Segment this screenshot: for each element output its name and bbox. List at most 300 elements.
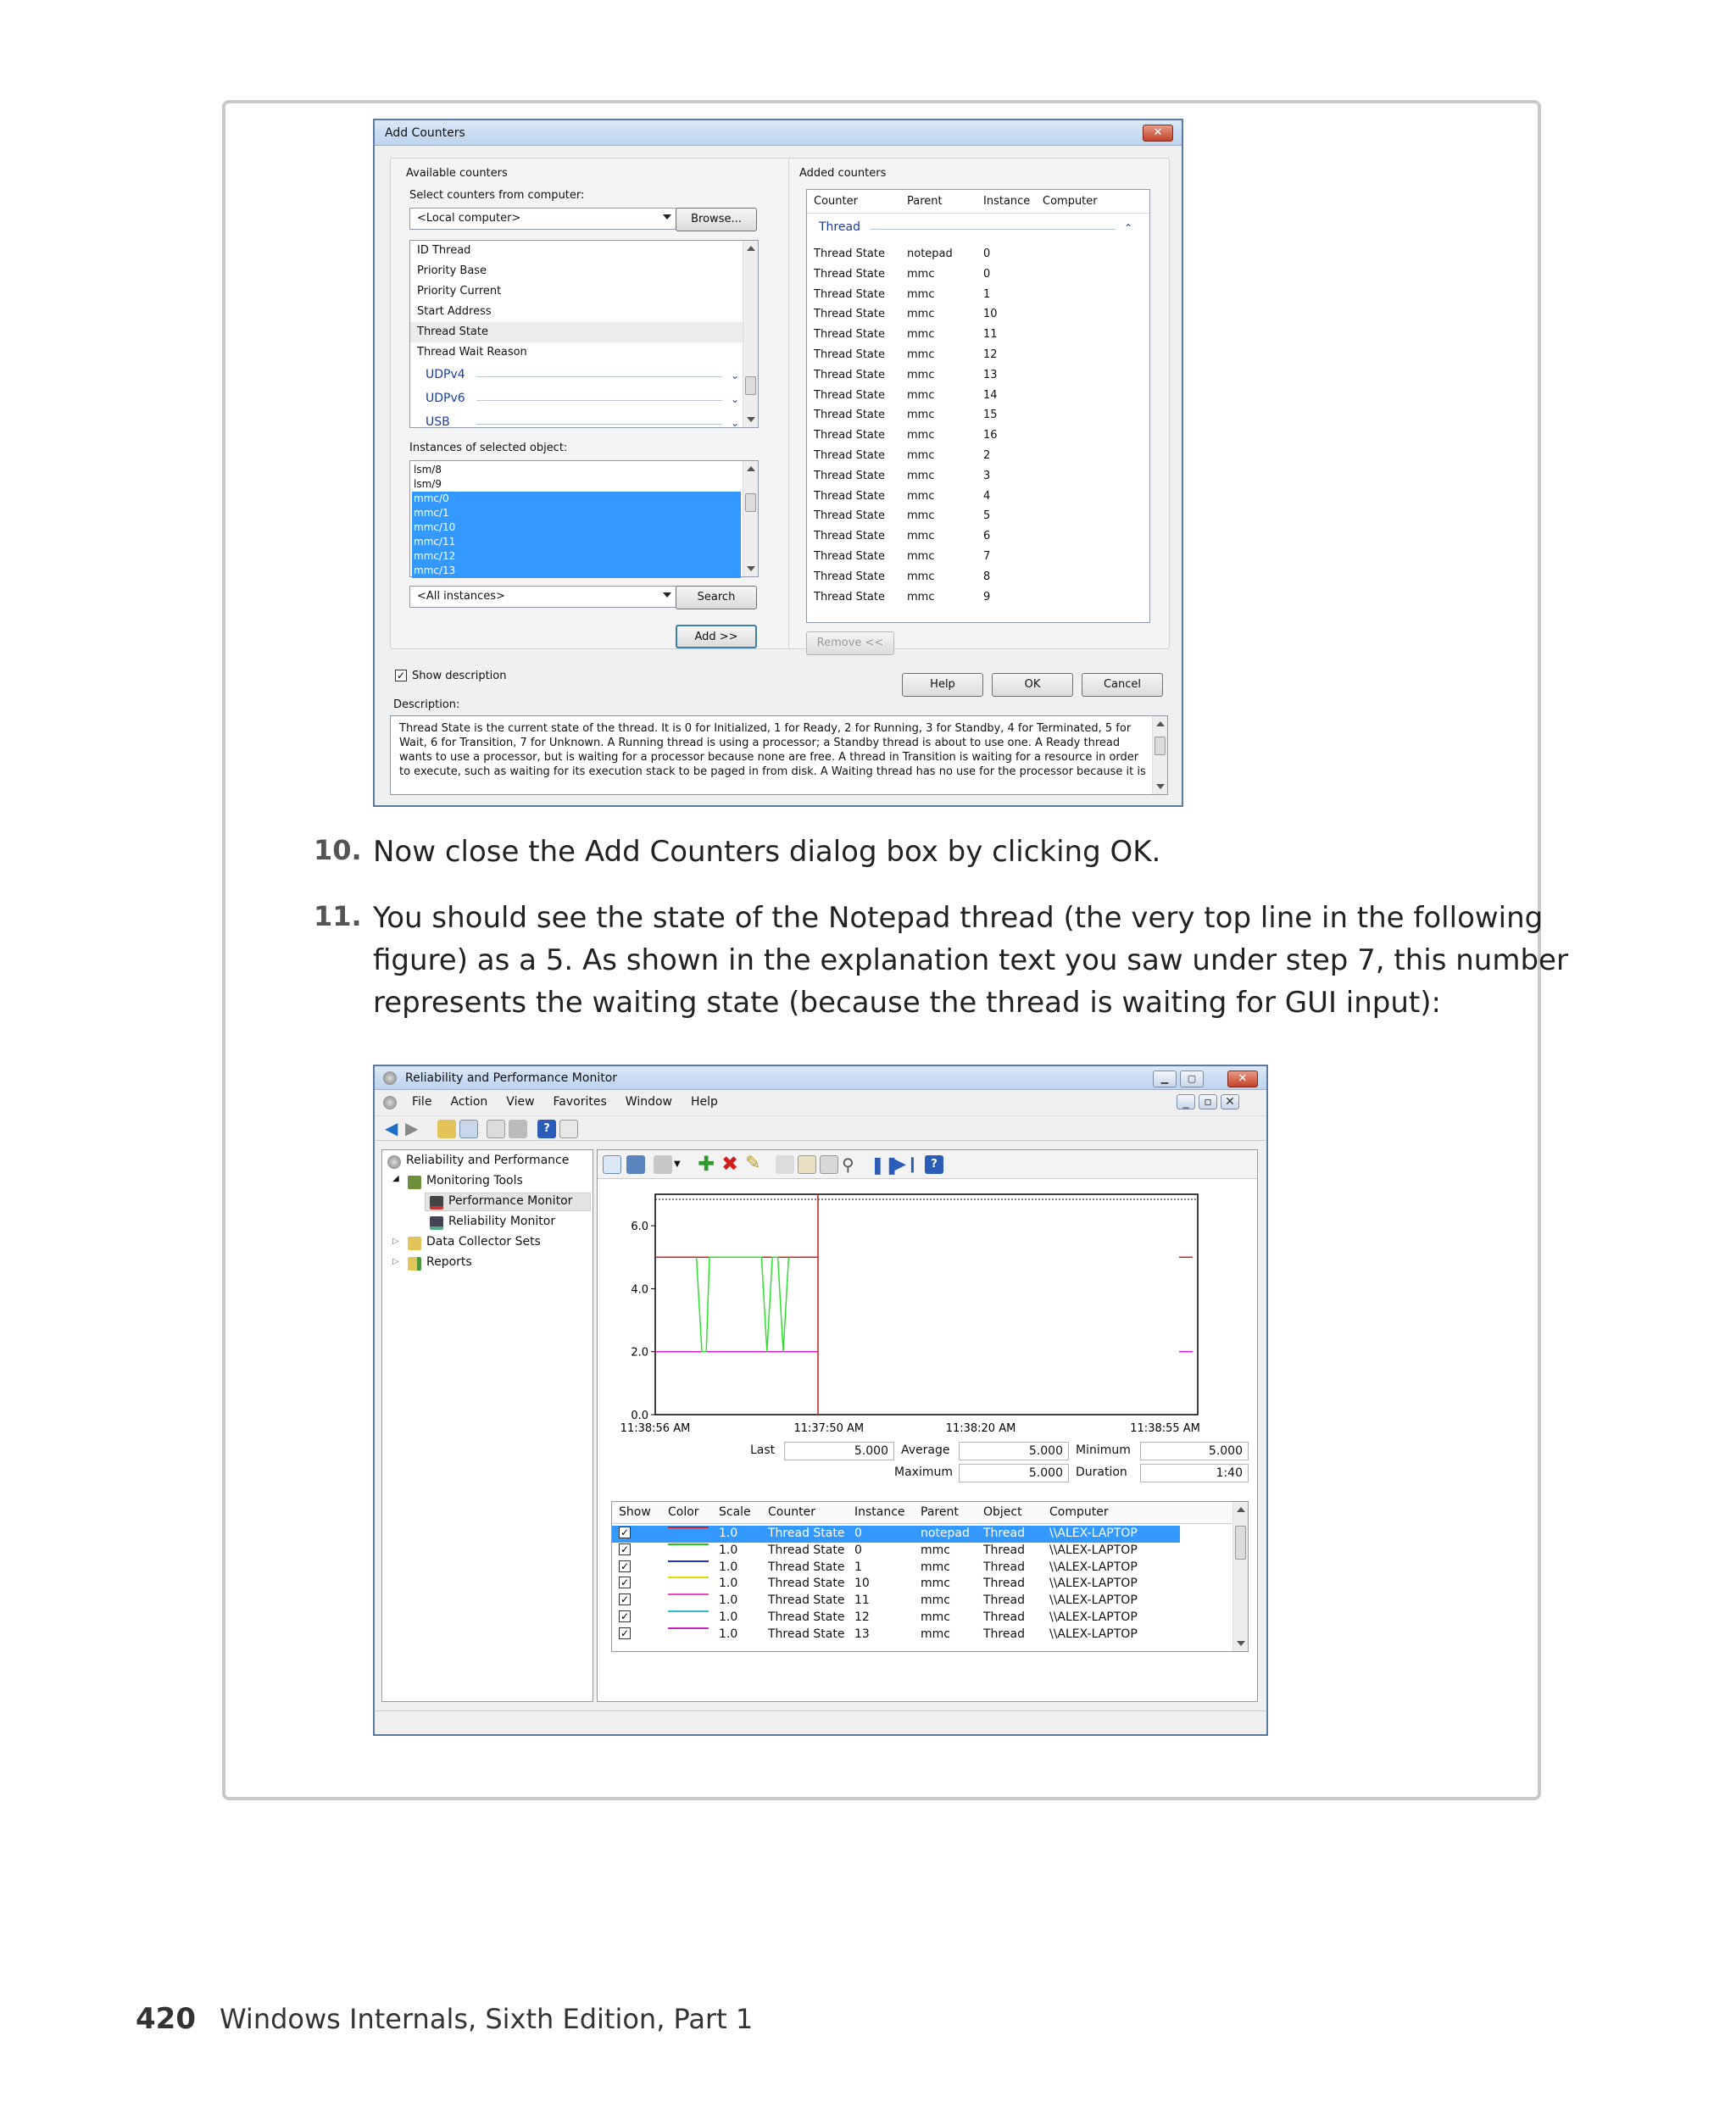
legend-row[interactable] [612, 1610, 1231, 1627]
instance-item[interactable]: mmc/1 [412, 506, 741, 520]
legend-column-header[interactable]: Scale [719, 1505, 751, 1519]
tree-item-monitoring-tools[interactable]: Monitoring Tools [426, 1174, 523, 1187]
update-data-icon[interactable]: ▶❙ [894, 1155, 919, 1173]
show-checkbox[interactable]: ✓ [620, 1543, 630, 1555]
help-button[interactable]: Help [902, 673, 983, 697]
reports-icon [408, 1257, 421, 1271]
legend-scale: 1.0 [719, 1593, 738, 1608]
show-checkbox[interactable]: ✓ [620, 1577, 630, 1589]
available-counters-label: Available counters [406, 167, 508, 180]
added-counters-group [788, 158, 1170, 649]
legend-object: Thread [983, 1560, 1025, 1574]
step-text: You should see the state of the Notepad thread (the very top line in the following [373, 901, 1544, 935]
legend-scale: 1.0 [719, 1627, 738, 1641]
color-swatch [668, 1627, 709, 1629]
tree-item-reliability-performance[interactable]: Reliability and Performance [406, 1154, 570, 1167]
menu-item-action[interactable]: Action [450, 1095, 488, 1109]
tree-expander[interactable]: ◢ [392, 1174, 399, 1183]
tree-item-data-collector-sets[interactable]: Data Collector Sets [426, 1235, 541, 1249]
added-cell: mmc [907, 509, 935, 523]
legend-column-header[interactable]: Computer [1049, 1505, 1109, 1519]
legend-counter: Thread State [768, 1627, 845, 1641]
copy-properties-icon[interactable] [776, 1155, 794, 1174]
add-counters-dialog [373, 119, 1183, 807]
legend-row[interactable] [612, 1526, 1180, 1543]
tree-expander[interactable]: ▷ [392, 1237, 399, 1246]
added-cell: 10 [983, 308, 998, 321]
added-cell: mmc [907, 287, 935, 301]
legend-column-header[interactable]: Object [983, 1505, 1022, 1519]
added-cell: Thread State [814, 550, 885, 563]
performance-monitor-icon [430, 1196, 443, 1210]
color-swatch [668, 1610, 709, 1612]
menu-item-file[interactable]: File [412, 1095, 432, 1109]
instance-item[interactable]: mmc/0 [412, 492, 741, 506]
instance-item[interactable]: mmc/10 [412, 520, 741, 535]
minimum-value: 5.000 [1140, 1442, 1249, 1460]
monitor-app-icon [383, 1096, 397, 1110]
y-tick-label: 2.0 [631, 1346, 648, 1360]
chevron-down-icon: ⌄ [731, 417, 740, 429]
added-counter-row[interactable] [807, 526, 1149, 547]
legend-instance: 0 [854, 1527, 862, 1540]
instances-label: Instances of selected object: [409, 442, 568, 454]
legend-computer: \\ALEX-LAPTOP [1049, 1527, 1138, 1540]
freeze-display-icon[interactable]: ❚❚ [871, 1154, 899, 1175]
added-cell: Thread State [814, 328, 885, 342]
scroll-thumb[interactable] [745, 493, 756, 512]
arrow-up-icon [1237, 1507, 1245, 1512]
step-number: 11. [314, 900, 362, 932]
counters-scrollbar[interactable] [743, 241, 758, 427]
scroll-thumb[interactable] [1155, 737, 1166, 755]
show-description-checkbox[interactable]: ✓ [396, 670, 406, 681]
title-bar [375, 120, 1182, 146]
added-cell: mmc [907, 570, 935, 583]
step-number: 10. [314, 834, 362, 866]
added-cell: 0 [983, 267, 991, 281]
last-label: Last [750, 1443, 776, 1457]
legend-instance: 0 [854, 1543, 862, 1557]
group-divider [476, 424, 722, 425]
added-counter-row[interactable] [807, 264, 1149, 285]
added-counter-row[interactable] [807, 244, 1149, 264]
added-cell: mmc [907, 368, 935, 381]
added-cell: mmc [907, 489, 935, 503]
monitor-app-icon [383, 1071, 397, 1085]
print-icon[interactable] [509, 1120, 527, 1138]
added-cell: mmc [907, 267, 935, 281]
duration-label: Duration [1076, 1466, 1127, 1479]
instances-list[interactable] [409, 460, 759, 577]
added-cell: Thread State [814, 308, 885, 321]
group-divider [870, 229, 1116, 230]
added-cell: 5 [983, 509, 991, 523]
legend-computer: \\ALEX-LAPTOP [1049, 1593, 1138, 1608]
menu-item-view[interactable]: View [506, 1095, 535, 1109]
added-cell: 0 [983, 247, 991, 260]
added-cell: mmc [907, 409, 935, 422]
plot-area [655, 1194, 1198, 1415]
legend-counter: Thread State [768, 1610, 845, 1624]
chevron-down-icon [663, 592, 671, 598]
added-column-header[interactable]: Counter [814, 195, 858, 208]
added-column-header[interactable]: Computer [1043, 195, 1098, 208]
added-cell: 11 [983, 328, 998, 342]
legend-parent: mmc [921, 1577, 950, 1591]
added-counter-row[interactable] [807, 285, 1149, 305]
change-graph-type-icon[interactable] [654, 1155, 672, 1174]
category-label: UDPv4 [426, 368, 465, 381]
added-group-label: Thread [819, 220, 860, 234]
paste-counter-list-icon[interactable] [798, 1155, 816, 1174]
legend-row[interactable] [612, 1576, 1231, 1593]
added-cell: Thread State [814, 509, 885, 523]
legend-row[interactable] [612, 1560, 1231, 1577]
added-cell: 16 [983, 429, 998, 442]
y-tick-label: 4.0 [631, 1283, 648, 1297]
legend-instance: 13 [854, 1627, 870, 1641]
instances-filter-combo[interactable] [409, 586, 677, 608]
added-cell: Thread State [814, 570, 885, 583]
average-value: 5.000 [959, 1442, 1069, 1460]
description-line: Thread State is the current state of the thread. It is 0 for Initialized, 1 for Ready, 2 for Running, 3 for Standby, 4 for Terminated, 5 for [399, 722, 1132, 735]
legend-parent: mmc [921, 1593, 950, 1608]
mdi-close-button[interactable]: ✕ [1221, 1094, 1239, 1110]
added-counter-row[interactable] [807, 304, 1149, 325]
properties-icon[interactable] [487, 1120, 505, 1138]
add-counter-icon[interactable]: ✚ [698, 1152, 715, 1176]
instance-item[interactable]: mmc/12 [412, 549, 741, 564]
legend-row[interactable] [612, 1543, 1231, 1560]
properties-icon[interactable] [820, 1155, 838, 1174]
added-column-header[interactable]: Instance [983, 195, 1031, 208]
legend-computer: \\ALEX-LAPTOP [1049, 1560, 1138, 1574]
added-counter-row[interactable] [807, 425, 1149, 446]
added-cell: Thread State [814, 368, 885, 381]
monitor-app-icon [387, 1155, 401, 1169]
page-footer [136, 2002, 753, 2036]
menu-bar [375, 1092, 1266, 1114]
legend-instance: 12 [854, 1610, 870, 1624]
added-counter-row[interactable] [807, 567, 1149, 587]
add-button[interactable]: Add >> [676, 625, 757, 648]
added-cell: Thread State [814, 469, 885, 482]
tree-item-reports[interactable]: Reports [426, 1255, 472, 1269]
added-column-header[interactable]: Parent [907, 195, 943, 208]
added-counter-row[interactable] [807, 466, 1149, 487]
added-cell: 9 [983, 590, 991, 603]
added-cell: Thread State [814, 590, 885, 603]
legend-object: Thread [983, 1593, 1025, 1608]
data-collector-sets-icon [408, 1237, 421, 1250]
added-cell: 8 [983, 570, 991, 583]
up-folder-icon[interactable] [437, 1120, 456, 1138]
added-cell: 3 [983, 469, 991, 482]
page-number: 420 [136, 2002, 196, 2036]
chevron-down-icon [663, 214, 671, 220]
instance-item[interactable]: lsm/8 [414, 464, 442, 476]
counter-category[interactable] [426, 415, 740, 429]
arrow-down-icon [1237, 1641, 1245, 1646]
show-checkbox[interactable]: ✓ [620, 1527, 630, 1538]
category-label: USB [426, 415, 450, 429]
monitoring-tools-icon [408, 1176, 421, 1189]
added-cell: mmc [907, 530, 935, 543]
added-cell: Thread State [814, 247, 885, 260]
added-cell: mmc [907, 429, 935, 442]
arrow-down-icon [747, 566, 755, 571]
menu-item-window[interactable]: Window [625, 1095, 672, 1109]
ok-button[interactable]: OK [992, 673, 1073, 697]
added-counter-row[interactable] [807, 587, 1149, 608]
console-tree-icon[interactable] [459, 1120, 478, 1138]
legend-scale: 1.0 [719, 1543, 738, 1557]
search-button[interactable]: Search [676, 586, 757, 609]
color-swatch [668, 1593, 709, 1595]
performance-monitor-window [373, 1065, 1268, 1736]
select-computer-label: Select counters from computer: [409, 189, 585, 202]
legend-parent: mmc [921, 1627, 950, 1641]
added-counter-row[interactable] [807, 325, 1149, 345]
mdi-minimize-button[interactable]: _ [1177, 1094, 1195, 1110]
legend-counter: Thread State [768, 1543, 845, 1557]
average-label: Average [901, 1443, 950, 1457]
scroll-thumb[interactable] [1235, 1526, 1246, 1560]
added-counter-row[interactable] [807, 405, 1149, 425]
instance-item[interactable]: lsm/9 [414, 478, 442, 490]
legend-column-header[interactable]: Instance [854, 1505, 905, 1519]
added-cell: mmc [907, 590, 935, 603]
legend-column-header[interactable]: Parent [921, 1505, 959, 1519]
added-cell: 4 [983, 489, 991, 503]
chevron-down-icon: ⌄ [731, 370, 740, 381]
added-cell: 2 [983, 449, 991, 462]
console-icon[interactable] [559, 1120, 578, 1138]
legend-object: Thread [983, 1610, 1025, 1624]
added-counter-row[interactable] [807, 446, 1149, 466]
added-counter-row[interactable] [807, 365, 1149, 386]
arrow-up-icon [1156, 721, 1165, 726]
maximize-button[interactable]: ▢ [1180, 1071, 1204, 1087]
added-cell: Thread State [814, 267, 885, 281]
legend-scale: 1.0 [719, 1527, 738, 1540]
added-counters-list[interactable] [806, 189, 1150, 623]
help-icon[interactable]: ? [925, 1155, 943, 1174]
x-tick-label: 11:38:20 AM [945, 1422, 1016, 1435]
counter-category[interactable] [426, 368, 740, 381]
legend-counter: Thread State [768, 1577, 845, 1591]
description-line: Wait, 6 for Transition, 7 for Unknown. A Running thread is using a processor; a Standby thread is about to use one. A Ready thread [399, 737, 1121, 749]
minimize-button[interactable]: ▁ [1153, 1071, 1177, 1087]
legend-column-header[interactable]: Counter [768, 1505, 815, 1519]
added-cell: Thread State [814, 449, 885, 462]
added-cell: 14 [983, 388, 998, 402]
computer-value: <Local computer> [417, 212, 521, 225]
counter-item[interactable]: Start Address [417, 305, 492, 318]
group-divider [476, 376, 722, 377]
added-cell: 12 [983, 348, 998, 361]
counters-list[interactable] [409, 240, 759, 428]
status-bar [375, 1710, 1266, 1734]
added-cell: 15 [983, 409, 998, 422]
added-counter-row[interactable] [807, 506, 1149, 526]
legend-computer: \\ALEX-LAPTOP [1049, 1610, 1138, 1624]
title-bar [375, 1066, 1266, 1090]
counter-item[interactable]: Priority Current [417, 285, 502, 298]
tree-item-reliability-monitor[interactable]: Reliability Monitor [448, 1215, 556, 1228]
counter-item[interactable]: Thread State [410, 322, 758, 342]
help-icon[interactable]: ? [537, 1120, 556, 1138]
show-checkbox[interactable]: ✓ [620, 1627, 630, 1639]
performance-chart [598, 1181, 1257, 1435]
added-cell: Thread State [814, 530, 885, 543]
arrow-up-icon [747, 246, 755, 251]
x-tick-label: 11:38:56 AM [620, 1422, 691, 1435]
added-counter-row[interactable] [807, 386, 1149, 406]
highlight-icon[interactable]: ✎ [745, 1153, 761, 1174]
legend-instance: 11 [854, 1593, 870, 1608]
menu-item-help[interactable]: Help [690, 1095, 718, 1109]
legend-object: Thread [983, 1527, 1025, 1540]
legend-parent: mmc [921, 1610, 950, 1624]
counter-item[interactable]: ID Thread [417, 244, 471, 257]
view-current-activity-icon[interactable] [603, 1155, 621, 1174]
legend-column-header[interactable]: Color [668, 1505, 699, 1519]
added-counter-row[interactable] [807, 547, 1149, 567]
color-swatch [668, 1527, 709, 1528]
duration-value: 1:40 [1140, 1464, 1249, 1482]
added-cell: Thread State [814, 489, 885, 503]
step-text: represents the waiting state (because the thread is waiting for GUI input): [373, 986, 1441, 1020]
arrow-up-icon [747, 466, 755, 471]
legend-counter: Thread State [768, 1560, 845, 1574]
legend-parent: mmc [921, 1560, 950, 1574]
delete-counter-icon[interactable]: ✖ [721, 1152, 739, 1176]
minimum-label: Minimum [1076, 1443, 1131, 1457]
chevron-up-icon: ⌃ [1124, 222, 1133, 234]
instance-item[interactable]: mmc/13 [412, 564, 741, 578]
legend-scrollbar[interactable] [1232, 1502, 1248, 1651]
x-tick-label: 11:38:55 AM [1130, 1422, 1200, 1435]
tree-item-performance-monitor[interactable]: Performance Monitor [448, 1194, 573, 1208]
legend-column-header[interactable]: Show [619, 1505, 651, 1519]
browse-button[interactable]: Browse... [676, 208, 757, 231]
description-box [390, 715, 1168, 795]
added-cell: Thread State [814, 287, 885, 301]
available-counters-group [390, 158, 797, 649]
legend-counter: Thread State [768, 1593, 845, 1608]
added-cell: 6 [983, 530, 991, 543]
added-cell: Thread State [814, 388, 885, 402]
description-scrollbar[interactable] [1152, 716, 1167, 794]
close-button[interactable]: ✕ [1143, 125, 1173, 142]
remove-button[interactable]: Remove << [806, 631, 894, 655]
show-checkbox[interactable]: ✓ [620, 1593, 630, 1606]
counter-item[interactable]: Priority Base [417, 264, 487, 277]
maximum-value: 5.000 [959, 1464, 1069, 1482]
added-cell: Thread State [814, 348, 885, 361]
step-text: Now close the Add Counters dialog box by clicking OK. [373, 835, 1161, 869]
show-description-label: Show description [412, 670, 507, 682]
added-counter-row[interactable] [807, 487, 1149, 507]
chevron-down-icon: ⌄ [731, 393, 740, 405]
chevron-down-icon[interactable]: ▼ [674, 1160, 681, 1169]
forward-icon[interactable]: ▶ [405, 1118, 419, 1138]
legend-scale: 1.0 [719, 1577, 738, 1591]
scroll-thumb[interactable] [745, 376, 756, 395]
tree-expander[interactable]: ▷ [392, 1257, 399, 1266]
legend-object: Thread [983, 1577, 1025, 1591]
console-tree [381, 1149, 593, 1702]
legend-row[interactable] [612, 1593, 1231, 1610]
legend-scale: 1.0 [719, 1610, 738, 1624]
color-swatch [668, 1560, 709, 1562]
legend-counter: Thread State [768, 1527, 845, 1540]
description-line: wants to use a processor, but is waiting for a processor because none are free. A thread in Transition is waiting for a resource in order [399, 751, 1139, 764]
y-tick-label: 6.0 [631, 1221, 648, 1234]
show-checkbox[interactable]: ✓ [620, 1560, 630, 1572]
computer-combo[interactable] [409, 208, 677, 230]
close-button[interactable]: ✕ [1227, 1071, 1258, 1087]
color-swatch [668, 1577, 709, 1578]
added-cell: mmc [907, 449, 935, 462]
back-icon[interactable]: ◀ [385, 1118, 398, 1138]
added-group-thread[interactable] [819, 220, 1133, 234]
zoom-icon[interactable]: ⚲ [842, 1154, 854, 1175]
instances-scrollbar[interactable] [743, 461, 758, 576]
added-cell: mmc [907, 550, 935, 563]
added-counters-label: Added counters [799, 167, 887, 180]
view-log-data-icon[interactable] [626, 1155, 645, 1174]
counter-item[interactable]: Thread Wait Reason [417, 346, 527, 359]
legend-parent: mmc [921, 1543, 950, 1557]
main-toolbar [375, 1115, 1266, 1141]
color-swatch [668, 1543, 709, 1545]
added-cell: 1 [983, 287, 991, 301]
added-cell: Thread State [814, 409, 885, 422]
show-checkbox[interactable]: ✓ [620, 1610, 630, 1622]
instance-item[interactable]: mmc/11 [412, 535, 741, 549]
counter-category[interactable] [426, 392, 740, 405]
legend-computer: \\ALEX-LAPTOP [1049, 1627, 1138, 1641]
window-title: Reliability and Performance Monitor [405, 1071, 618, 1085]
step-text: figure) as a 5. As shown in the explanation text you saw under step 7, this number [373, 943, 1568, 977]
performance-pane [597, 1149, 1258, 1702]
x-tick-label: 11:37:50 AM [793, 1422, 865, 1435]
maximum-label: Maximum [894, 1466, 953, 1479]
legend-row[interactable] [612, 1627, 1231, 1643]
instances-filter-value: <All instances> [417, 590, 505, 603]
legend-instance: 1 [854, 1560, 862, 1574]
cancel-button[interactable]: Cancel [1082, 673, 1163, 697]
added-cell: mmc [907, 328, 935, 342]
menu-item-favorites[interactable]: Favorites [553, 1095, 607, 1109]
category-label: UDPv6 [426, 392, 465, 405]
mdi-restore-button[interactable]: ▫ [1199, 1094, 1217, 1110]
dialog-title: Add Counters [385, 126, 465, 140]
legend-object: Thread [983, 1543, 1025, 1557]
counter-legend[interactable] [611, 1501, 1249, 1652]
added-cell: mmc [907, 469, 935, 482]
y-tick-label: 0.0 [631, 1410, 648, 1422]
last-value: 5.000 [784, 1442, 894, 1460]
added-cell: mmc [907, 308, 935, 321]
added-counter-row[interactable] [807, 345, 1149, 365]
legend-computer: \\ALEX-LAPTOP [1049, 1577, 1138, 1591]
added-cell: 7 [983, 550, 991, 563]
reliability-monitor-icon [430, 1216, 443, 1230]
